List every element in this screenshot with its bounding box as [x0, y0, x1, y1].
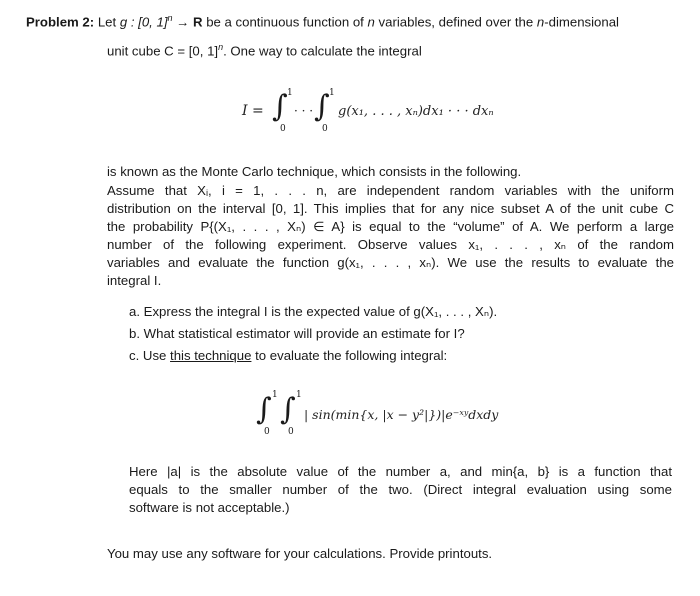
integral-lower-limit: 0	[322, 124, 328, 134]
integral-upper-limit: 1	[287, 88, 293, 98]
unit-cube-exponent: n	[218, 42, 224, 52]
body-line: number of the following experiment. Observe values x₁, . . . , xₙ of the random	[107, 237, 674, 252]
g-map-exponent: n	[167, 13, 173, 23]
real-line-symbol: → R	[172, 14, 203, 30]
intro-text: be a continuous function of	[202, 14, 368, 30]
problem-label: Problem 2:	[26, 14, 95, 30]
item-c-prefix: c. Use	[129, 348, 171, 363]
integral-lower-limit: 0	[288, 427, 294, 437]
intro-text: Let	[97, 14, 120, 30]
var-n: n	[367, 14, 375, 30]
body-line: integral I.	[107, 273, 162, 288]
var-n: n	[536, 14, 545, 30]
item-a: a. Express the integral I is the expected value of g(X₁, . . . , Xₙ).	[129, 304, 498, 319]
integral-upper-limit: 1	[296, 390, 302, 400]
problem-intro-line-1	[26, 10, 619, 30]
intro-text: -dimensional	[544, 14, 619, 30]
integral-upper-limit: 1	[329, 88, 335, 98]
footer-instruction: You may use any software for your calculations. Provide printouts.	[107, 546, 493, 561]
integral-sign: ∫	[314, 89, 330, 124]
body-line: variables and evaluate the function g(x₁, . . . , xₙ). We use the results to evaluate the	[107, 255, 674, 270]
item-c	[129, 347, 447, 364]
note-line: software is not acceptable.)	[129, 500, 290, 515]
g-map: g : [0, 1]	[119, 14, 168, 30]
integral-lower-limit: 0	[264, 427, 270, 437]
integrand: g(x₁, . . . , xₙ)dx₁ · · · dxₙ	[338, 104, 494, 119]
note-line: Here |a| is the absolute value of the number a, and min{a, b} is a function that	[129, 464, 672, 479]
integral-lower-limit: 0	[280, 124, 286, 134]
note-line: equals to the smaller number of the two. (Direct integral evaluation using some	[129, 482, 672, 497]
item-b: b. What statistical estimator will provide an estimate for I?	[129, 326, 465, 341]
formula-lhs: I =	[242, 103, 264, 119]
unit-cube-def: unit cube C = [0, 1]	[107, 43, 219, 59]
intro-text: . One way to calculate the integral	[223, 43, 422, 59]
integral-sign: ∫	[280, 392, 296, 427]
problem-intro-line-2	[107, 39, 422, 59]
body-line: Assume that Xᵢ, i = 1, . . . n, are independent random variables with the uniform	[107, 183, 674, 198]
body-line: is known as the Monte Carlo technique, which consists in the following.	[107, 164, 522, 179]
integral-upper-limit: 1	[272, 390, 278, 400]
item-c-suffix: to evaluate the following integral:	[251, 348, 448, 363]
integral-sign: ∫	[256, 392, 272, 427]
integral-sign: ∫	[272, 89, 288, 124]
technique-link[interactable]: this technique	[170, 348, 252, 363]
integral-dots: · · ·	[294, 104, 314, 118]
intro-text: variables, defined over the	[374, 14, 537, 30]
body-line: the probability P{(X₁, . . . , Xₙ) ∈ A} is equal to the “volume” of A. We perform a large	[107, 219, 674, 234]
body-line: distribution on the interval [0, 1]. This implies that for any nice subset A of the unit cube C	[107, 201, 674, 216]
integrand: | sin(min{x, |x − y²|})|e⁻ˣʸdxdy	[304, 407, 499, 422]
